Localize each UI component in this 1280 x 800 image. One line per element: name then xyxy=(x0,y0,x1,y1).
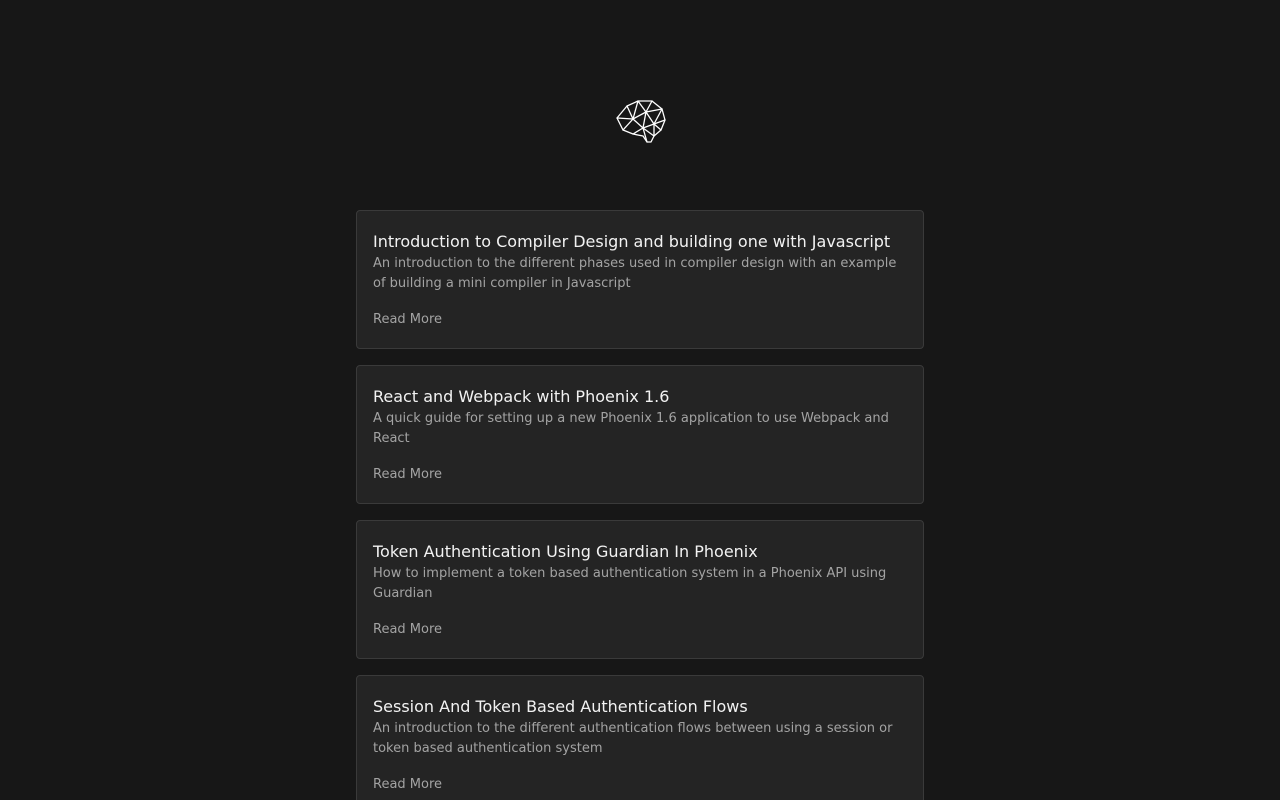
brain-logo-icon[interactable] xyxy=(614,98,666,144)
post-title[interactable]: Session And Token Based Authentication Flows xyxy=(373,697,748,716)
post-title[interactable]: React and Webpack with Phoenix 1.6 xyxy=(373,387,670,406)
post-list xyxy=(356,210,924,800)
post-card[interactable] xyxy=(356,520,924,659)
read-more-link[interactable]: Read More xyxy=(373,312,443,327)
post-title[interactable]: Introduction to Compiler Design and building one with Javascript xyxy=(373,232,891,251)
post-card[interactable] xyxy=(356,675,924,800)
read-more-link[interactable]: Read More xyxy=(373,777,443,792)
post-description: An introduction to the different phases used in compiler design with an example of building a mini compiler in Javascript xyxy=(373,256,897,291)
post-description: A quick guide for setting up a new Phoenix 1.6 application to use Webpack and React xyxy=(373,411,889,446)
post-title[interactable]: Token Authentication Using Guardian In Phoenix xyxy=(373,542,758,561)
post-card[interactable] xyxy=(356,210,924,349)
post-description: How to implement a token based authentication system in a Phoenix API using Guardian xyxy=(373,566,887,601)
post-description: An introduction to the different authentication flows between using a session or token based authentication system xyxy=(373,721,893,756)
read-more-link[interactable]: Read More xyxy=(373,467,443,482)
read-more-link[interactable]: Read More xyxy=(373,622,443,637)
post-card[interactable] xyxy=(356,365,924,504)
